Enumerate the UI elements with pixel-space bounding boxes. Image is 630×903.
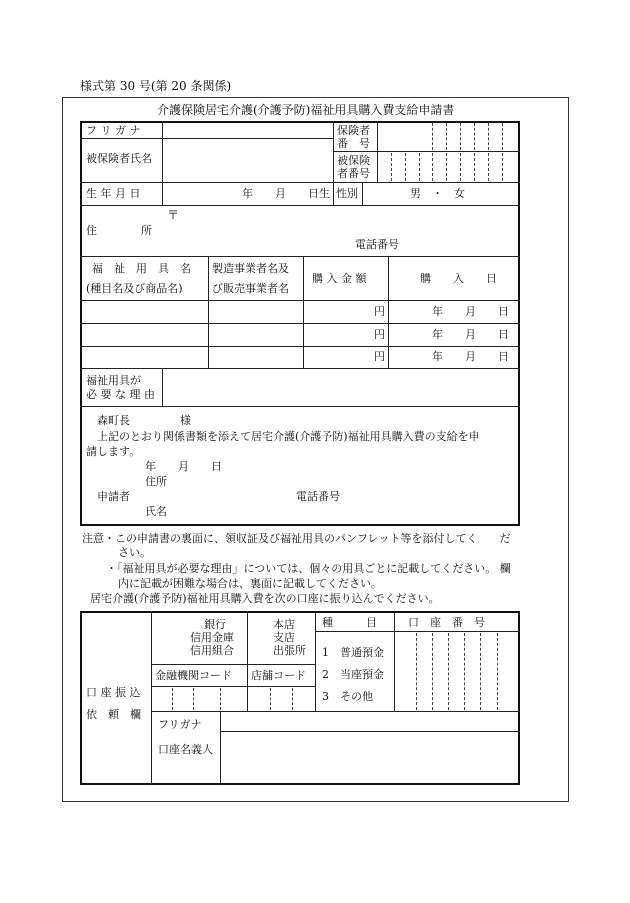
note-3: 居宅介護(介護予防)福祉用具購入費を次の口座に振り込んでください。 xyxy=(90,592,440,605)
bank-section-label-2: 依 頼 欄 xyxy=(86,708,141,721)
form-number: 様式第 30 号(第 20 条関係) xyxy=(80,79,232,93)
bank-type: 信用組合 xyxy=(190,644,234,657)
bank-type: 銀行 xyxy=(204,618,226,631)
note-1-line-1: 注意・この申請書の裏面に、領収証及び福祉用具のパンフレット等を添付してく だ xyxy=(82,532,511,545)
address-label: 住 所 xyxy=(86,224,152,237)
account-holder-label: 口座名義人 xyxy=(158,743,213,756)
applicant-phone-label: 電話番号 xyxy=(296,490,340,503)
account-number-header: 口 座 番 号 xyxy=(408,616,485,629)
applicant-label: 申請者 xyxy=(97,490,130,503)
insurer-number-field[interactable] xyxy=(379,123,518,150)
note-2-line-1: ・「福祉用具が必要な理由」については、個々の用具ごとに記載してください。 欄 xyxy=(106,562,511,575)
branch-type: 本店 xyxy=(273,618,295,631)
purchase-date-header: 購 入 日 xyxy=(420,272,497,285)
purchase-date[interactable]: 年 月 日 xyxy=(432,305,509,318)
holder-furigana-field[interactable] xyxy=(222,713,518,730)
bank-type: 信用金庫 xyxy=(190,631,234,644)
account-type-option[interactable]: 2 当座預金 xyxy=(322,668,384,681)
account-type-header: 種 目 xyxy=(322,616,377,629)
applicant-address-label: 住所 xyxy=(145,475,167,488)
insurer-no-label-2: 番 号 xyxy=(337,137,370,150)
furigana-field[interactable] xyxy=(164,123,332,137)
maker-header-2: び販売事業者名 xyxy=(212,282,289,295)
declaration-body-2: 請します。 xyxy=(86,445,141,458)
application-date[interactable]: 年 月 日 xyxy=(145,460,222,473)
insurer-no-label-1: 保険者 xyxy=(337,124,370,137)
branch-code-label: 店舗コード xyxy=(251,669,306,682)
holder-furigana-label: フリガナ xyxy=(158,718,202,731)
declaration-body-1: 上記のとおり関係書類を添えて居宅介護(介護予防)福祉用具購入費の支給を申 xyxy=(97,430,480,443)
purchase-date[interactable]: 年 月 日 xyxy=(432,350,509,363)
branch-type: 支店 xyxy=(273,631,295,644)
yen-unit: 円 xyxy=(374,328,385,341)
item-name-header-2: (種目名及び商品名) xyxy=(86,282,183,295)
furigana-label: フ リ ガ ナ xyxy=(86,124,141,137)
amount-header: 購 入 金 額 xyxy=(312,272,367,285)
insured-name-label: 被保険者氏名 xyxy=(86,152,152,165)
insured-no-label-1: 被保険 xyxy=(337,154,370,167)
account-type-option[interactable]: 3 その他 xyxy=(322,690,373,703)
insured-no-label-2: 者番号 xyxy=(337,167,370,180)
branch-type: 出張所 xyxy=(273,644,306,657)
purchase-date[interactable]: 年 月 日 xyxy=(432,328,509,341)
note-2-line-2: 内に記載が困難な場合は、裏面に記載してください。 xyxy=(118,577,382,590)
insured-name-field[interactable] xyxy=(164,140,332,181)
birth-date-suffix[interactable]: 年 月 日生 xyxy=(242,187,330,200)
account-holder-field[interactable] xyxy=(222,733,518,783)
bank-section-label-1: 口 座 振 込 xyxy=(86,686,141,699)
maker-header-1: 製造事業者名及 xyxy=(212,262,289,275)
insured-number-field[interactable] xyxy=(379,153,518,181)
address-field[interactable] xyxy=(180,208,510,238)
yen-unit: 円 xyxy=(374,350,385,363)
reason-field[interactable] xyxy=(164,370,518,405)
item-name-header-1: 福 祉 用 具 名 xyxy=(92,262,191,275)
postal-mark: 〒 xyxy=(167,208,180,222)
account-type-option[interactable]: 1 普通預金 xyxy=(322,646,384,659)
address-phone-label: 電話番号 xyxy=(355,238,399,251)
yen-unit: 円 xyxy=(374,305,385,318)
applicant-name-label: 氏名 xyxy=(145,505,167,518)
bank-code-label: 金融機関コード xyxy=(155,669,232,682)
reason-label-1: 福祉用具が xyxy=(86,374,141,387)
sex-label: 性別 xyxy=(336,187,358,200)
addressee: 森町長 xyxy=(97,414,130,427)
sex-options[interactable]: 男 ・ 女 xyxy=(410,187,465,200)
form-title: 介護保険居宅介護(介護予防)福祉用具購入費支給申請書 xyxy=(157,103,455,117)
honorific: 様 xyxy=(180,414,191,427)
reason-label-2: 必 要 な 理 由 xyxy=(86,388,155,401)
note-1-line-2: さい。 xyxy=(118,546,151,559)
birth-date-label: 生 年 月 日 xyxy=(86,187,141,200)
